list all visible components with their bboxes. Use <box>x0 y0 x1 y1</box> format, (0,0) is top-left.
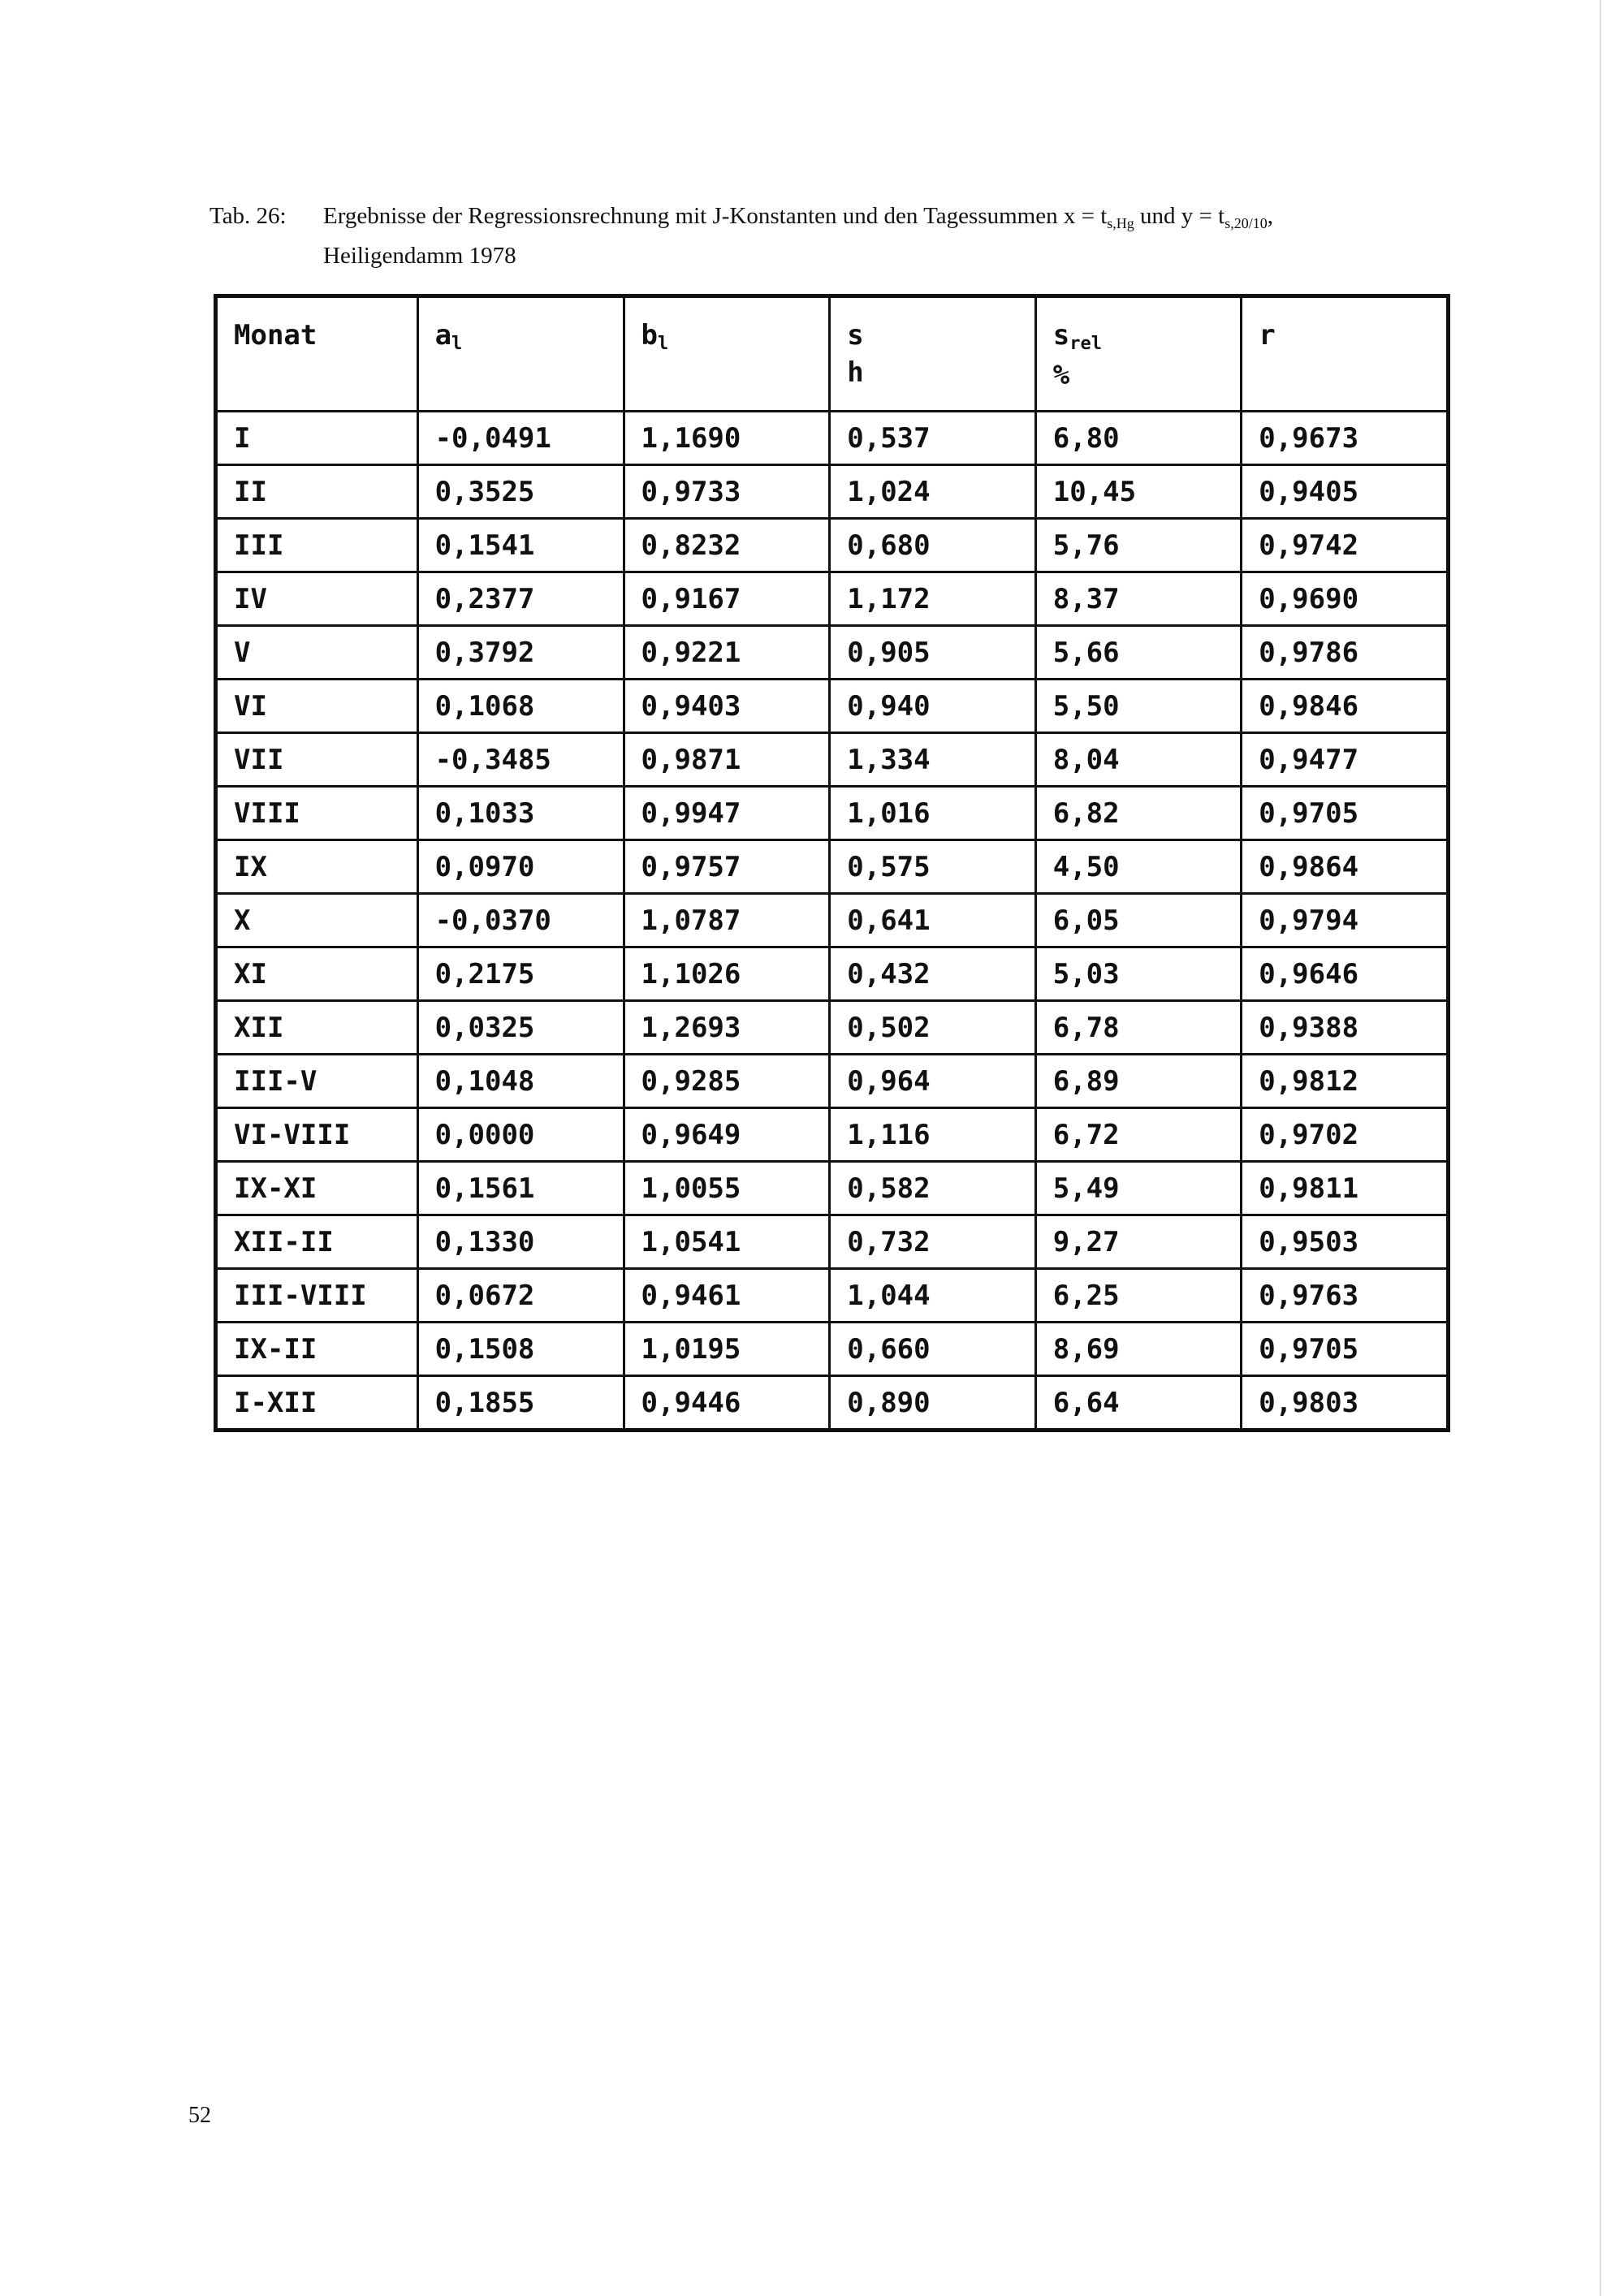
cell-a: 0,1855 <box>417 1376 624 1431</box>
cell-b: 1,0787 <box>624 894 830 947</box>
cell-srel: 6,89 <box>1035 1055 1241 1108</box>
cell-b: 0,9285 <box>624 1055 830 1108</box>
cell-b: 0,9947 <box>624 787 830 840</box>
table-row <box>216 947 1449 1001</box>
caption-label: Tab. 26: <box>209 203 287 229</box>
cell-monat: I <box>216 412 418 465</box>
cell-s: 0,732 <box>830 1215 1035 1269</box>
cell-a: 0,1541 <box>417 519 624 572</box>
cell-r: 0,9503 <box>1242 1215 1449 1269</box>
cell-b: 0,9221 <box>624 626 830 680</box>
table-row <box>216 465 1449 519</box>
cell-monat: I-XII <box>216 1376 418 1431</box>
page-number: 52 <box>188 2103 211 2128</box>
cell-b: 0,8232 <box>624 519 830 572</box>
cell-r: 0,9794 <box>1242 894 1449 947</box>
cell-monat: XII <box>216 1001 418 1055</box>
cell-srel: 6,72 <box>1035 1108 1241 1162</box>
cell-s: 0,582 <box>830 1162 1035 1215</box>
cell-a: 0,1033 <box>417 787 624 840</box>
table-row <box>216 733 1449 787</box>
cell-monat: IX <box>216 840 418 894</box>
cell-monat: II <box>216 465 418 519</box>
cell-b: 1,0195 <box>624 1323 830 1376</box>
cell-a: 0,1330 <box>417 1215 624 1269</box>
cell-s: 0,964 <box>830 1055 1035 1108</box>
table-row <box>216 680 1449 733</box>
cell-monat: X <box>216 894 418 947</box>
cell-r: 0,9811 <box>1242 1162 1449 1215</box>
cell-srel: 6,05 <box>1035 894 1241 947</box>
cell-r: 0,9705 <box>1242 787 1449 840</box>
table-row <box>216 519 1449 572</box>
header-b: $b_l$ <box>624 296 830 412</box>
cell-b: 0,9871 <box>624 733 830 787</box>
table-row <box>216 1001 1449 1055</box>
cell-srel: 5,76 <box>1035 519 1241 572</box>
header-row <box>216 296 1449 412</box>
cell-r: 0,9864 <box>1242 840 1449 894</box>
cell-s: 0,940 <box>830 680 1035 733</box>
cell-a: 0,1068 <box>417 680 624 733</box>
table-row <box>216 1269 1449 1323</box>
header-s: s h <box>830 296 1035 412</box>
cell-b: 0,9167 <box>624 572 830 626</box>
cell-b: 0,9446 <box>624 1376 830 1431</box>
cell-a: 0,0672 <box>417 1269 624 1323</box>
cell-srel: 8,37 <box>1035 572 1241 626</box>
cell-r: 0,9812 <box>1242 1055 1449 1108</box>
cell-monat: V <box>216 626 418 680</box>
caption-text: Ergebnisse der Regressionsrechnung mit J-Konstanten und den Tagessummen $x = t_{s,Hg}$ und $y = t_{s,20/10}$, <box>323 203 1273 231</box>
cell-monat: VIII <box>216 787 418 840</box>
cell-b: 0,9461 <box>624 1269 830 1323</box>
cell-b: 1,1026 <box>624 947 830 1001</box>
cell-srel: 5,03 <box>1035 947 1241 1001</box>
cell-srel: 6,25 <box>1035 1269 1241 1323</box>
table-row <box>216 1055 1449 1108</box>
table-row <box>216 412 1449 465</box>
cell-srel: 5,50 <box>1035 680 1241 733</box>
cell-a: 0,1508 <box>417 1323 624 1376</box>
cell-s: 0,890 <box>830 1376 1035 1431</box>
cell-s: 1,024 <box>830 465 1035 519</box>
header-monat: Monat <box>216 296 418 412</box>
table-row <box>216 894 1449 947</box>
cell-srel: 6,82 <box>1035 787 1241 840</box>
table-row <box>216 1215 1449 1269</box>
cell-r: 0,9388 <box>1242 1001 1449 1055</box>
cell-a: 0,0000 <box>417 1108 624 1162</box>
table-row <box>216 1162 1449 1215</box>
table-row <box>216 840 1449 894</box>
cell-r: 0,9763 <box>1242 1269 1449 1323</box>
table-row <box>216 572 1449 626</box>
cell-s: 0,537 <box>830 412 1035 465</box>
cell-a: -0,3485 <box>417 733 624 787</box>
table-row <box>216 1376 1449 1431</box>
cell-r: 0,9846 <box>1242 680 1449 733</box>
cell-a: 0,1561 <box>417 1162 624 1215</box>
cell-srel: 8,04 <box>1035 733 1241 787</box>
cell-b: 1,0541 <box>624 1215 830 1269</box>
cell-monat: VI-VIII <box>216 1108 418 1162</box>
cell-monat: III-VIII <box>216 1269 418 1323</box>
cell-r: 0,9477 <box>1242 733 1449 787</box>
cell-s: 0,502 <box>830 1001 1035 1055</box>
header-r: r <box>1242 296 1449 412</box>
cell-srel: 10,45 <box>1035 465 1241 519</box>
table-body <box>216 412 1449 1431</box>
cell-b: 0,9757 <box>624 840 830 894</box>
table-row <box>216 626 1449 680</box>
cell-monat: XI <box>216 947 418 1001</box>
cell-monat: XII-II <box>216 1215 418 1269</box>
cell-s: 0,575 <box>830 840 1035 894</box>
cell-srel: 6,80 <box>1035 412 1241 465</box>
cell-monat: IX-XI <box>216 1162 418 1215</box>
cell-a: 0,2175 <box>417 947 624 1001</box>
table-caption <box>209 200 1476 272</box>
regression-table <box>214 294 1450 1432</box>
cell-r: 0,9702 <box>1242 1108 1449 1162</box>
cell-a: 0,0970 <box>417 840 624 894</box>
cell-monat: IX-II <box>216 1323 418 1376</box>
cell-a: 0,1048 <box>417 1055 624 1108</box>
cell-b: 0,9403 <box>624 680 830 733</box>
cell-r: 0,9405 <box>1242 465 1449 519</box>
cell-a: 0,3792 <box>417 626 624 680</box>
header-a: $a_l$ <box>417 296 624 412</box>
cell-s: 1,044 <box>830 1269 1035 1323</box>
cell-monat: VII <box>216 733 418 787</box>
cell-r: 0,9646 <box>1242 947 1449 1001</box>
cell-b: 0,9649 <box>624 1108 830 1162</box>
table-row <box>216 787 1449 840</box>
cell-monat: III <box>216 519 418 572</box>
cell-srel: 8,69 <box>1035 1323 1241 1376</box>
cell-b: 1,1690 <box>624 412 830 465</box>
cell-r: 0,9705 <box>1242 1323 1449 1376</box>
cell-srel: 5,49 <box>1035 1162 1241 1215</box>
cell-r: 0,9742 <box>1242 519 1449 572</box>
cell-a: -0,0370 <box>417 894 624 947</box>
cell-r: 0,9673 <box>1242 412 1449 465</box>
cell-a: 0,3525 <box>417 465 624 519</box>
cell-b: 1,2693 <box>624 1001 830 1055</box>
cell-b: 1,0055 <box>624 1162 830 1215</box>
cell-srel: 5,66 <box>1035 626 1241 680</box>
cell-r: 0,9786 <box>1242 626 1449 680</box>
table-row <box>216 1108 1449 1162</box>
cell-s: 1,334 <box>830 733 1035 787</box>
cell-s: 1,016 <box>830 787 1035 840</box>
cell-a: -0,0491 <box>417 412 624 465</box>
cell-s: 0,660 <box>830 1323 1035 1376</box>
cell-s: 0,432 <box>830 947 1035 1001</box>
cell-s: 0,680 <box>830 519 1035 572</box>
cell-srel: 6,64 <box>1035 1376 1241 1431</box>
cell-monat: III-V <box>216 1055 418 1108</box>
cell-r: 0,9803 <box>1242 1376 1449 1431</box>
cell-monat: VI <box>216 680 418 733</box>
cell-r: 0,9690 <box>1242 572 1449 626</box>
cell-a: 0,2377 <box>417 572 624 626</box>
cell-a: 0,0325 <box>417 1001 624 1055</box>
cell-b: 0,9733 <box>624 465 830 519</box>
scan-edge-line <box>1600 0 1601 2296</box>
caption-line-2: Heiligendamm 1978 <box>323 243 516 269</box>
cell-s: 0,905 <box>830 626 1035 680</box>
cell-srel: 9,27 <box>1035 1215 1241 1269</box>
table-row <box>216 1323 1449 1376</box>
cell-s: 1,172 <box>830 572 1035 626</box>
header-srel: $s_{rel}$ % <box>1035 296 1241 412</box>
cell-srel: 6,78 <box>1035 1001 1241 1055</box>
cell-monat: IV <box>216 572 418 626</box>
cell-srel: 4,50 <box>1035 840 1241 894</box>
cell-s: 0,641 <box>830 894 1035 947</box>
cell-s: 1,116 <box>830 1108 1035 1162</box>
